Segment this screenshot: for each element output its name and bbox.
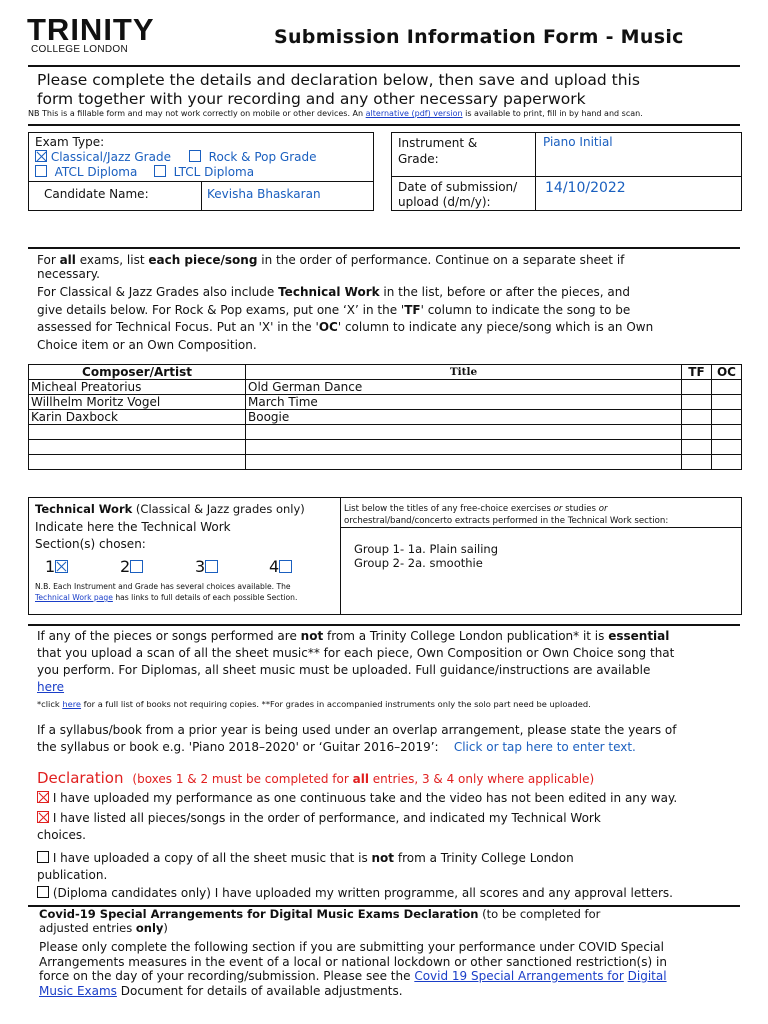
alternative-pdf-link[interactable]: alternative (pdf) version [365, 109, 463, 118]
composer-cell[interactable] [29, 455, 246, 470]
section-4-option[interactable]: 4 [269, 557, 292, 576]
oc-cell[interactable] [712, 410, 742, 425]
checkbox-icon[interactable] [154, 165, 166, 177]
trinity-logo-subtitle: COLLEGE LONDON [31, 44, 129, 55]
technical-work-page-link[interactable]: Technical Work page [35, 593, 113, 602]
checked-checkbox-icon[interactable] [37, 811, 49, 823]
section-rule [28, 624, 740, 626]
declaration-item-4[interactable]: (Diploma candidates only) I have uploaded my written programme, all scores and any approval letters. [37, 886, 673, 900]
pieces-table [28, 364, 742, 470]
section-3-option[interactable]: 3 [195, 557, 218, 576]
checked-checkbox-icon[interactable] [55, 560, 68, 573]
col-title-header: Title [246, 365, 682, 380]
title-cell[interactable]: Old German Dance [246, 380, 682, 395]
covid-arrangements-link-3[interactable]: Music Exams [39, 983, 117, 998]
oc-cell[interactable] [712, 440, 742, 455]
composer-cell[interactable]: Willhelm Moritz Vogel [29, 395, 246, 410]
composer-cell[interactable]: Micheal Preatorius [29, 380, 246, 395]
candidate-label: Candidate Name: [44, 187, 149, 201]
section-rule [28, 247, 740, 249]
tf-cell[interactable] [682, 410, 712, 425]
intro-rule [28, 124, 740, 126]
composer-cell[interactable] [29, 425, 246, 440]
nb-note: NB This is a fillable form and may not work correctly on mobile or other devices. An alternative (pdf) version is available to print, fill in by hand and scan. [28, 109, 643, 118]
tf-cell[interactable] [682, 380, 712, 395]
checked-checkbox-icon[interactable] [37, 791, 49, 803]
tf-cell[interactable] [682, 440, 712, 455]
declaration-item-1[interactable]: I have uploaded my performance as one continuous take and the video has not been edited in any way. [37, 791, 677, 805]
sheet-music-text: If any of the pieces or songs performed are not from a Trinity College London publication* it is essential that you upload a scan of all the sheet music** for each piece, Own Composition or Own Choice song that you perform. For Diplomas, all sheet music must be uploaded. Full guidance/instructions are available here [37, 629, 675, 694]
oc-cell[interactable] [712, 425, 742, 440]
syllabus-years-field[interactable]: Click or tap here to enter text. [453, 740, 636, 754]
opt-ltcl[interactable]: LTCL Diploma [154, 165, 254, 179]
syllabus-overlap-text: If a syllabus/book from a prior year is being used under an overlap arrangement, please state the years of the syllabus or book e.g. 'Piano 2018–2020' or ‘Guitar 2016–2019’: Click or tap here to enter text. [37, 723, 677, 754]
opt-classical-jazz[interactable]: Classical/Jazz Grade [35, 150, 171, 164]
covid-heading: Covid-19 Special Arrangements for Digital Music Exams Declaration (to be completed for adjusted entries only) [39, 907, 601, 935]
declaration-item-2[interactable]: I have listed all pieces/songs in the order of performance, and indicated my Technical Work choices. [37, 811, 601, 842]
date-field[interactable]: 14/10/2022 [545, 180, 626, 196]
checkbox-icon[interactable] [35, 165, 47, 177]
table-row [29, 410, 742, 425]
composer-cell[interactable] [29, 440, 246, 455]
checkbox-icon[interactable] [205, 560, 218, 573]
table-row [29, 380, 742, 395]
technical-note: N.B. Each Instrument and Grade has several choices available. The Technical Work page has links to full details of each possible Section. [35, 582, 298, 602]
composer-cell[interactable]: Karin Daxbock [29, 410, 246, 425]
col-oc-header: OC [712, 365, 742, 380]
checkbox-icon[interactable] [37, 851, 49, 863]
tf-cell[interactable] [682, 455, 712, 470]
checkbox-icon[interactable] [37, 886, 49, 898]
declaration-item-3[interactable]: I have uploaded a copy of all the sheet music that is not from a Trinity College London publication. [37, 851, 574, 882]
oc-cell[interactable] [712, 455, 742, 470]
trinity-logo: TRINITY [27, 12, 155, 47]
title-cell[interactable] [246, 425, 682, 440]
opt-rock-pop[interactable]: Rock & Pop Grade [189, 150, 316, 164]
free-choice-field[interactable]: Group 1- 1a. Plain sailing Group 2- 2a. smoothie [354, 542, 498, 570]
section-2-option[interactable]: 2 [120, 557, 143, 576]
header-rule [28, 65, 740, 67]
title-cell[interactable]: Boogie [246, 410, 682, 425]
books-footnote: *click here for a full list of books not requiring copies. **For grades in accompanied instruments only the solo part need be uploaded. [37, 699, 591, 709]
technical-indicate-text: Indicate here the Technical Work Section(s) chosen: [35, 520, 231, 551]
checkbox-icon[interactable] [189, 150, 201, 162]
title-cell[interactable] [246, 455, 682, 470]
opt-atcl[interactable]: ATCL Diploma [35, 165, 137, 179]
table-row [29, 395, 742, 410]
checked-checkbox-icon[interactable] [35, 150, 47, 162]
title-cell[interactable]: March Time [246, 395, 682, 410]
instrument-label: Instrument & Grade: [398, 136, 478, 166]
intro-text: Please complete the details and declaration below, then save and upload this form together with your recording and any other necessary paperwork [37, 71, 640, 108]
instrument-field[interactable]: Piano Initial [543, 135, 613, 149]
covid-arrangements-link[interactable]: Covid 19 Special Arrangements for [414, 969, 624, 983]
table-row [29, 455, 742, 470]
exam-type-label: Exam Type: [35, 135, 105, 149]
candidate-name-field[interactable]: Kevisha Bhaskaran [207, 187, 321, 201]
form-title: Submission Information Form - Music [274, 26, 684, 48]
table-row [29, 425, 742, 440]
title-cell[interactable] [246, 440, 682, 455]
section-1-option[interactable]: 1 [45, 557, 68, 576]
table-row [29, 440, 742, 455]
declaration-heading: Declaration (boxes 1 & 2 must be completed for all entries, 3 & 4 only where applicable) [37, 769, 595, 787]
instructions-text: For all exams, list each piece/song in the order of performance. Continue on a separate sheet if necessary. For Classical & Jazz Grades also include Technical Work in the list, before or after the pieces, and give details below. For Rock & Pop exams, put one ‘X’ in the 'TF' column to indicate the song to be assessed for Technical Focus. Put an 'X' in the 'OC' column to indicate any piece/song which is an Own Choice item or an Own Composition. [37, 253, 654, 352]
technical-work-heading: Technical Work (Classical & Jazz grades only) [35, 502, 305, 516]
date-label: Date of submission/ upload (d/m/y): [398, 180, 518, 209]
col-composer-header: Composer/Artist [29, 365, 246, 380]
oc-cell[interactable] [712, 395, 742, 410]
tf-cell[interactable] [682, 395, 712, 410]
checkbox-icon[interactable] [130, 560, 143, 573]
free-choice-heading: List below the titles of any free-choice exercises or studies or orchestral/band/concerto extracts performed in the Technical Work section: [344, 504, 669, 526]
covid-arrangements-link-2[interactable]: Digital [627, 969, 667, 983]
checkbox-icon[interactable] [279, 560, 292, 573]
guidance-here-link[interactable]: here [37, 680, 65, 694]
covid-text: Please only complete the following section if you are submitting your performance under COVID Special Arrangements measures in the event of a local or national lockdown or other sanctioned restriction(s) in force on the day of your recording/submission. Please see the Covid 19 Special Arrangements for Digital Music Exams Document for details of available adjustments. [39, 940, 667, 998]
col-tf-header: TF [682, 365, 712, 380]
oc-cell[interactable] [712, 380, 742, 395]
tf-cell[interactable] [682, 425, 712, 440]
books-list-here-link[interactable]: here [62, 699, 82, 709]
